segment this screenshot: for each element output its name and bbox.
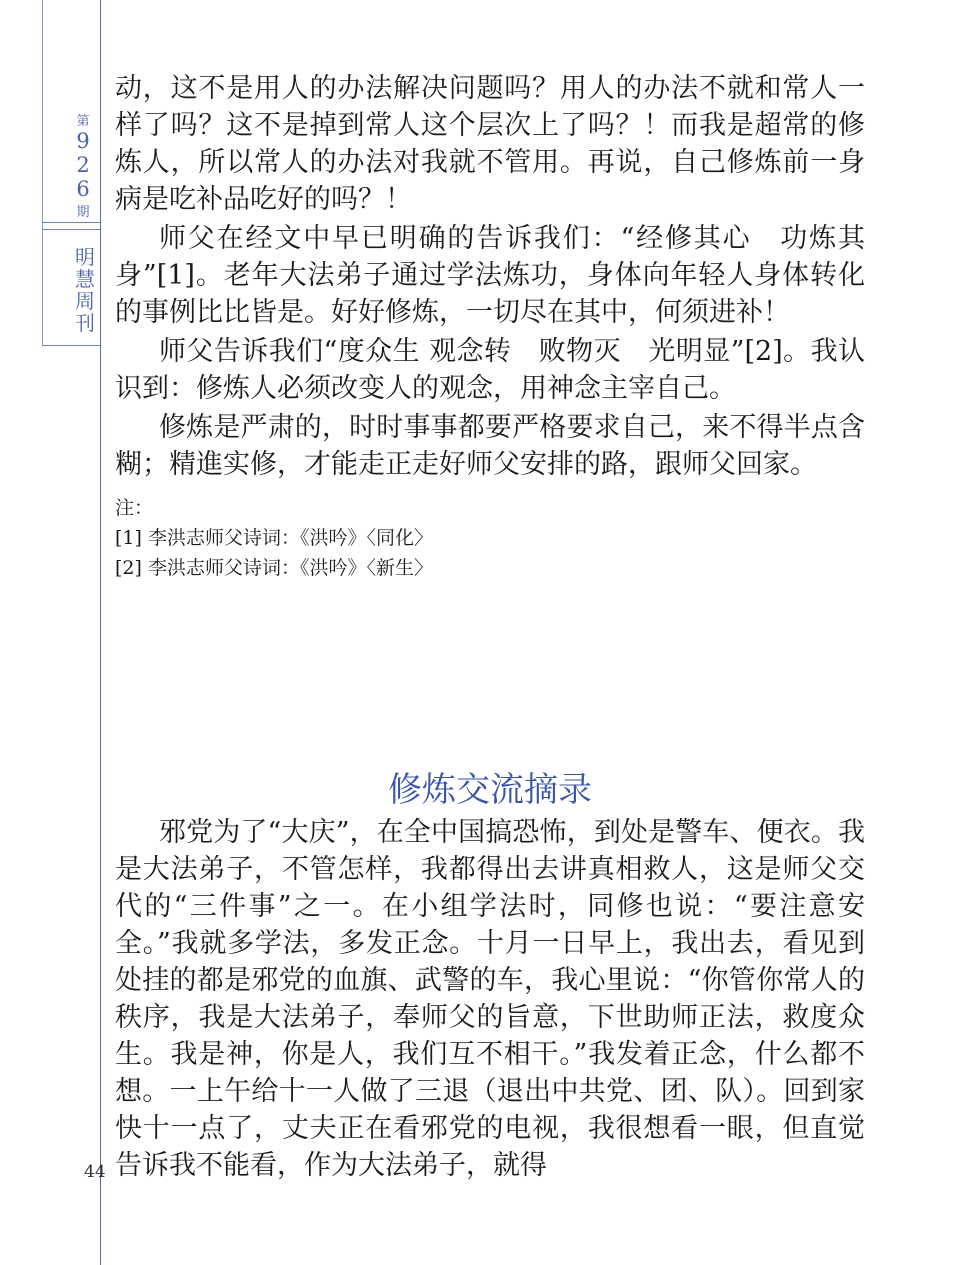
issue-digit: 6	[76, 177, 90, 201]
issue-prefix: 第	[76, 114, 90, 129]
footnote: [2] 李洪志师父诗词：《洪吟》〈新生〉	[115, 557, 433, 579]
journal-char: 明	[75, 245, 95, 269]
issue-digit: 9	[76, 129, 90, 153]
footnote: [1] 李洪志师父诗词：《洪吟》〈同化〉	[115, 527, 433, 549]
article-body	[115, 812, 865, 1184]
paragraph: 师父在经文中早已明确的告诉我们：“经修其心 功炼其身”[1]。老年大法弟子通过学法炼功，身体向年轻人身体转化的事例比比皆是。好好修炼，一切尽在其中，何须进补！	[115, 223, 865, 328]
journal-char: 刊	[75, 311, 95, 335]
journal-name	[70, 246, 100, 334]
paragraph: 修炼是严肃的，时时事事都要严格要求自己，来不得半点含糊；精進实修，才能走正走好师父安排的路，跟师父回家。	[115, 412, 865, 480]
page-number: 44	[84, 1162, 106, 1182]
paragraph: 动，这不是用人的办法解决问题吗？用人的办法不就和常人一样了吗？这不是掉到常人这个层次上了吗？！而我是超常的修炼人，所以常人的办法对我就不管用。再说，自己修炼前一身病是吃补品吃好的吗？！	[115, 73, 865, 215]
issue-digit: 2	[76, 153, 90, 177]
issue-suffix: 期	[76, 205, 90, 220]
issue-number	[64, 110, 102, 220]
footnotes	[115, 493, 865, 583]
sidebar-divider	[42, 222, 100, 223]
paragraph: 邪党为了“大庆”，在全中国搞恐怖，到处是警车、便衣。我是大法弟子，不管怎样，我都得出去讲真相救人，这是师父交代的“三件事”之一。在小组学法时，同修也说：“要注意安全。”我就多学法，多发正念。十月一日早上，我出去，看见到处挂的都是邪党的血旗、武警的车，我心里说：“你管你常人的秩序，我是大法弟子，奉师父的旨意，下世助师正法，救度众生。我是神，你是人，我们互不相干。”我发着正念，什么都不想。一上午给十一人做了三退（退出中共党、团、队）。回到家快十一点了，丈夫正在看邪党的电视，我很想看一眼，但直觉告诉我不能看，作为大法弟子，就得	[115, 817, 865, 1181]
sidebar-divider	[42, 345, 100, 346]
journal-char: 慧	[75, 267, 95, 291]
sidebar-divider	[42, 229, 100, 230]
article-continued	[115, 70, 865, 583]
article-title: 修炼交流摘录	[388, 770, 592, 810]
footnotes-label: 注：	[115, 497, 154, 519]
paragraph: 师父告诉我们“度众生 观念转 败物灭 光明显”[2]。我认识到：修炼人必须改变人的观念，用神念主宰自己。	[115, 336, 865, 404]
journal-char: 周	[75, 289, 95, 313]
